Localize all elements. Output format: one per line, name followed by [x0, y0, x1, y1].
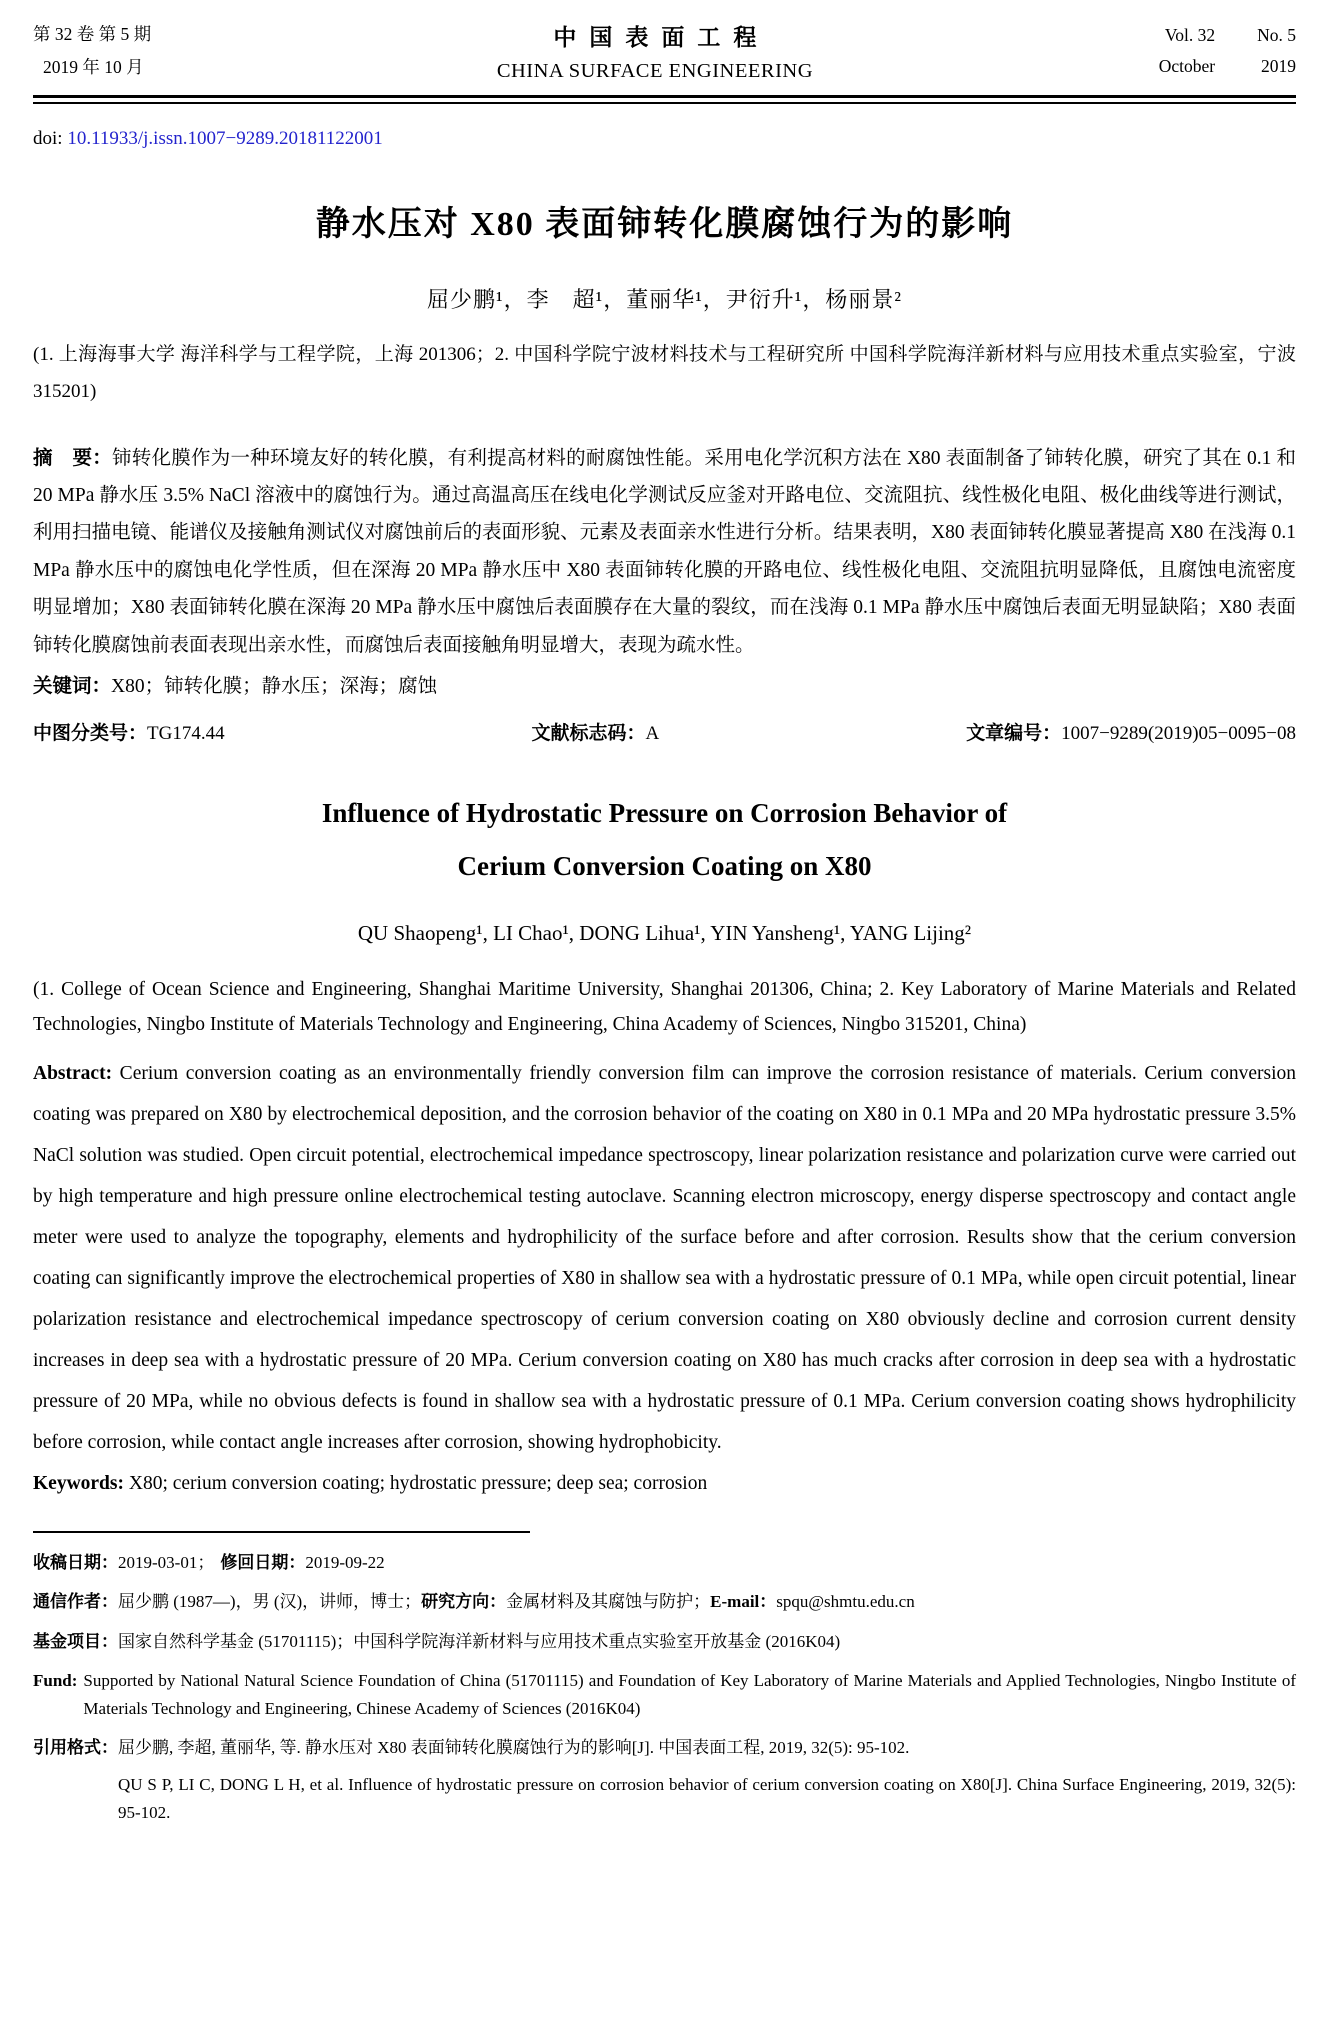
- corresponding-text: 屈少鹏 (1987—)，男 (汉)，讲师，博士；: [118, 1592, 422, 1612]
- email-value: spqu@shmtu.edu.cn: [776, 1592, 915, 1612]
- footnote-fund-cn: [33, 1628, 1296, 1656]
- footnote-citation: [33, 1734, 1296, 1826]
- affiliation-en: (1. College of Ocean Science and Engineering, Shanghai Maritime University, Shanghai 201306, China; 2. Key Laboratory of Marine Materials and Related Technologies, Ningbo Institute of Materials Technology and Engineering, China Academy of Sciences, Ningbo 315201, China): [33, 978, 1296, 1035]
- corresponding-label: 通信作者：: [33, 1592, 118, 1612]
- fund-cn-text: 国家自然科学基金 (51701115)；中国科学院海洋新材料与应用技术重点实验室开放基金 (2016K04): [118, 1631, 841, 1651]
- doc-code-item: [532, 718, 660, 745]
- fund-cn-label: 基金项目：: [33, 1631, 118, 1651]
- issue-vol-en: Vol. 32: [1164, 25, 1216, 46]
- classification-row: [33, 718, 1296, 745]
- footnote-dates: [33, 1549, 1296, 1577]
- research-text: 金属材料及其腐蚀与防护；: [506, 1592, 711, 1612]
- fund-en-text: Supported by National Natural Science Foundation of China (51701115) and Foundation of Key Laboratory of Marine Materials and Applied Technologies, Ningbo Institute of Materials Technology and Engineering, Chinese Academy of Sciences (2016K04): [83, 1671, 1296, 1718]
- fund-en-label: Fund:: [33, 1671, 78, 1691]
- article-title-en-line1: Influence of Hydrostatic Pressure on Corrosion Behavior of: [321, 798, 1008, 829]
- keywords-text-cn: X80；铈转化膜；静水压；深海；腐蚀: [111, 676, 438, 698]
- footnotes: [33, 1549, 1296, 1826]
- revised-label: 修回日期：: [220, 1552, 306, 1572]
- keywords-label-cn: 关键词：: [33, 676, 112, 698]
- email-label: E-mail：: [710, 1592, 777, 1612]
- received-label: 收稿日期：: [33, 1552, 118, 1572]
- abstract-en: [33, 1054, 1296, 1463]
- journal-name-block: [497, 19, 813, 83]
- doi-link[interactable]: 10.11933/j.issn.1007−9289.20181122001: [67, 127, 383, 149]
- footnote-rule: [33, 1531, 530, 1533]
- citation-block: [118, 1734, 1296, 1826]
- clc-item: [33, 718, 225, 745]
- authors-cn: 屈少鹏¹，李 超¹，董丽华¹，尹衍升¹，杨丽景²: [427, 286, 902, 312]
- article-title-en: [33, 787, 1296, 892]
- abstract-label-cn: 摘 要：: [33, 447, 112, 469]
- doi-line: [33, 128, 1296, 150]
- clc-value: TG174.44: [147, 723, 225, 745]
- issue-no-en: No. 5: [1257, 25, 1296, 46]
- citation-en: QU S P, LI C, DONG L H, et al. Influence of hydrostatic pressure on corrosion behavior of cerium conversion coating on X80[J]. China Surface Engineering, 2019, 32(5): 95-102.: [118, 1774, 1296, 1822]
- doc-code-label: 文献标志码：: [531, 723, 646, 745]
- keywords-text-en: X80; cerium conversion coating; hydrostatic pressure; deep sea; corrosion: [124, 1472, 708, 1494]
- abstract-text-en: Cerium conversion coating as an environmentally friendly conversion film can improve the corrosion resistance of materials. Cerium conversion coating was prepared on X80 by electrochemical deposition, and the corrosion behavior of the coating on X80 in 0.1 MPa and 20 MPa hydrostatic pressure 3.5% NaCl solution was studied. Open circuit potential, electrochemical impedance spectroscopy, linear polarization resistance and polarization curve were carried out by high temperature and high pressure online electrochemical testing autoclave. Scanning electron microscopy, energy disperse spectroscopy and contact angle meter were used to analyze the topography, elements and hydrophilicity of the surface before and after corrosion. Results show that the cerium conversion coating can significantly improve the electrochemical properties of X80 in shallow sea with a hydrostatic pressure of 0.1 MPa, while open circuit potential, linear polarization resistance and electrochemical impedance spectroscopy of cerium conversion coating on X80 obviously decline and corrosion current density increases in deep sea with a hydrostatic pressure of 20 MPa. Cerium conversion coating on X80 has much cracks after corrosion in deep sea with a hydrostatic pressure of 20 MPa, while no obvious defects is found in shallow sea with a hydrostatic pressure of 0.1 MPa. Cerium conversion coating shows hydrophilicity before corrosion, while contact angle increases after corrosion, showing hydrophobicity.: [33, 1063, 1296, 1453]
- issue-volume-cn: 第 32 卷 第 5 期: [33, 24, 152, 44]
- abstract-text-cn: 铈转化膜作为一种环境友好的转化膜，有利提高材料的耐腐蚀性能。采用电化学沉积方法在 X80 表面制备了铈转化膜，研究了其在 0.1 和 20 MPa 静水压 3.5% NaCl 溶液中的腐蚀行为。通过高温高压在线电化学测试反应釜对开路电位、交流阻抗、线性极化电阻、极化曲线等进行测试，利用扫描电镜、能谱仪及接触角测试仪对腐蚀前后的表面形貌、元素及表面亲水性进行分析。结果表明，X80 表面铈转化膜显著提高 X80 在浅海 0.1 MPa 静水压中的腐蚀电化学性质，但在深海 20 MPa 静水压中 X80 表面铈转化膜的开路电位、线性极化电阻、交流阻抗明显降低，且腐蚀电流密度明显增加；X80 表面铈转化膜在深海 20 MPa 静水压中腐蚀后表面膜存在大量的裂纹，而在浅海 0.1 MPa 静水压中腐蚀后表面无明显缺陷；X80 表面铈转化膜腐蚀前表面表现出亲水性，而腐蚀后表面接触角明显增大，表现为疏水性。: [33, 447, 1296, 656]
- clc-label: 中图分类号：: [33, 723, 148, 745]
- revised-date: 2019-09-22: [305, 1552, 385, 1572]
- citation-cn: 屈少鹏, 李超, 董丽华, 等. 静水压对 X80 表面铈转化膜腐蚀行为的影响[J]. 中国表面工程, 2019, 32(5): 95-102.: [118, 1738, 910, 1758]
- journal-issue-cn: [33, 18, 151, 85]
- journal-header: [33, 18, 1296, 85]
- article-title-cn: 静水压对 X80 表面铈转化膜腐蚀行为的影响: [315, 205, 1014, 243]
- footnote-fund-en: [33, 1667, 1296, 1722]
- article-title-en-line2: Cerium Conversion Coating on X80: [457, 850, 872, 881]
- article-id-label: 文章编号：: [966, 723, 1062, 745]
- affiliation-cn: (1. 上海海事大学 海洋科学与工程学院，上海 201306；2. 中国科学院宁波材料技术与工程研究所 中国科学院海洋新材料与应用技术重点实验室，宁波 315201): [33, 343, 1296, 402]
- abstract-label-en: Abstract:: [33, 1063, 113, 1085]
- header-double-rule: [33, 95, 1296, 104]
- keywords-label-en: Keywords:: [33, 1472, 124, 1494]
- research-label: 研究方向：: [421, 1592, 507, 1612]
- citation-label: 引用格式：: [33, 1738, 118, 1758]
- keywords-cn: [33, 670, 1296, 698]
- keywords-en: [33, 1464, 1296, 1505]
- issue-month-en: October: [1158, 56, 1216, 77]
- journal-name-cn: 中国表面工程: [553, 25, 770, 51]
- footnote-corresponding: [33, 1588, 1296, 1616]
- journal-issue-en: [1159, 25, 1296, 77]
- journal-name-en: CHINA SURFACE ENGINEERING: [496, 60, 814, 83]
- authors-en: QU Shaopeng¹, LI Chao¹, DONG Lihua¹, YIN Yansheng¹, YANG Lijing²: [357, 920, 972, 945]
- received-date: 2019-03-01；: [118, 1552, 215, 1572]
- doi-label: doi:: [33, 127, 68, 149]
- article-id-item: [966, 718, 1296, 745]
- issue-year-en: 2019: [1260, 56, 1296, 77]
- article-id-value: 1007−9289(2019)05−0095−08: [1061, 723, 1296, 745]
- issue-date-cn: 2019 年 10 月: [43, 57, 144, 78]
- doc-code-value: A: [645, 723, 660, 745]
- abstract-cn: [33, 440, 1296, 665]
